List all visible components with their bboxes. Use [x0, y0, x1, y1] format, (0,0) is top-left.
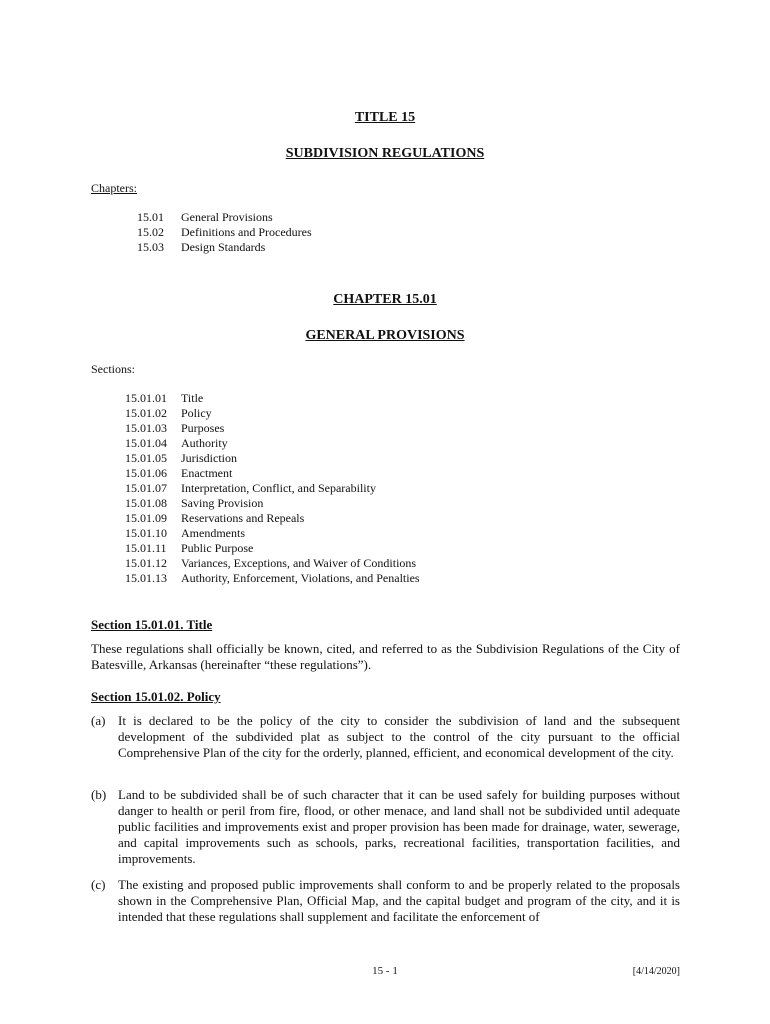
section-row: [125, 481, 420, 496]
chapter-number: 15.02: [137, 225, 164, 239]
section-name: Variances, Exceptions, and Waiver of Conditions: [181, 556, 417, 570]
policy-item-text: It is declared to be the policy of the city to consider the subdivision of land and the subsequent development of the subdivided plat as subject to the control of the city pursuant to the official Comprehensive Plan of the city for the orderly, planned, efficient, and economical development of the city.: [118, 713, 680, 760]
section-number: 15.01.05: [125, 451, 167, 465]
section-number: 15.01.12: [125, 556, 167, 570]
section-row: [125, 436, 420, 451]
policy-item-label: (a): [91, 713, 106, 728]
policy-item: [91, 877, 680, 925]
section-name: Reservations and Repeals: [181, 511, 305, 525]
section-name: Purposes: [181, 421, 225, 435]
chapter-subheading: GENERAL PROVISIONS: [305, 328, 465, 343]
chapter-name: Definitions and Procedures: [181, 225, 312, 239]
section-number: 15.01.06: [125, 466, 167, 480]
policy-item-text: The existing and proposed public improvements shall conform to and be properly related to the proposals shown in the Comprehensive Plan, Official Map, and the capital budget and program of the city, and it is intended that these regulations shall supplement and facilitate the enforcement of: [118, 877, 680, 924]
section-row: [125, 421, 420, 436]
section-policy-heading: Section 15.01.02. Policy: [91, 689, 221, 704]
section-number: 15.01.04: [125, 436, 167, 450]
section-number: 15.01.02: [125, 406, 167, 420]
section-number: 15.01.10: [125, 526, 167, 540]
page-number: 15 - 1: [372, 965, 398, 977]
section-name: Authority: [181, 436, 228, 450]
chapter-number: 15.03: [137, 240, 164, 254]
section-number: 15.01.13: [125, 571, 167, 585]
chapter-name: Design Standards: [181, 240, 266, 254]
section-row: [125, 466, 420, 481]
section-row: [125, 391, 420, 406]
chapter-row: [137, 210, 312, 225]
sections-label: Sections:: [91, 362, 135, 376]
chapters-label: Chapters:: [91, 181, 137, 195]
section-row: [125, 526, 420, 541]
section-number: 15.01.01: [125, 391, 167, 405]
policy-item-label: (b): [91, 787, 107, 802]
chapter-number: 15.01: [137, 210, 164, 224]
chapter-row: [137, 240, 312, 255]
section-title-text: These regulations shall officially be known, cited, and referred to as the Subdivision Regulations of the City of Batesville, Arkansas (hereinafter “these regulations”).: [91, 641, 680, 672]
subtitle-heading: SUBDIVISION REGULATIONS: [285, 146, 485, 161]
policy-item: [91, 713, 680, 761]
section-number: 15.01.11: [125, 541, 167, 555]
section-name: Enactment: [181, 466, 233, 480]
section-row: [125, 406, 420, 421]
section-name: Title: [181, 391, 204, 405]
chapters-list: [137, 210, 312, 255]
section-row: [125, 511, 420, 526]
section-title-heading: Section 15.01.01. Title: [91, 617, 213, 632]
section-number: 15.01.03: [125, 421, 167, 435]
section-name: Amendments: [181, 526, 245, 540]
section-number: 15.01.08: [125, 496, 167, 510]
section-name: Saving Provision: [181, 496, 264, 510]
section-row: [125, 556, 420, 571]
section-number: 15.01.07: [125, 481, 167, 495]
section-name: Jurisdiction: [181, 451, 237, 465]
sections-list: [125, 391, 420, 586]
section-name: Authority, Enforcement, Violations, and Penalties: [181, 571, 420, 585]
section-row: [125, 541, 420, 556]
section-row: [125, 451, 420, 466]
section-name: Interpretation, Conflict, and Separability: [181, 481, 376, 495]
section-row: [125, 571, 420, 586]
section-name: Policy: [181, 406, 212, 420]
section-name: Public Purpose: [181, 541, 254, 555]
chapter-heading: CHAPTER 15.01: [333, 292, 437, 307]
section-number: 15.01.09: [125, 511, 167, 525]
policy-item-label: (c): [91, 877, 106, 892]
chapter-name: General Provisions: [181, 210, 273, 224]
title-heading: TITLE 15: [354, 110, 416, 125]
chapter-row: [137, 225, 312, 240]
section-row: [125, 496, 420, 511]
policy-item: [91, 787, 680, 867]
policy-item-text: Land to be subdivided shall be of such character that it can be used safely for building purposes without danger to health or peril from fire, flood, or other menace, and land shall not be subdivided until adequate public facilities and improvements exist and proper provision has been made for drainage, water, sewerage, and capital improvements such as schools, parks, recreational facilities, transportation facilities, and improvements.: [118, 787, 680, 866]
revision-date: [4/14/2020]: [632, 966, 680, 977]
